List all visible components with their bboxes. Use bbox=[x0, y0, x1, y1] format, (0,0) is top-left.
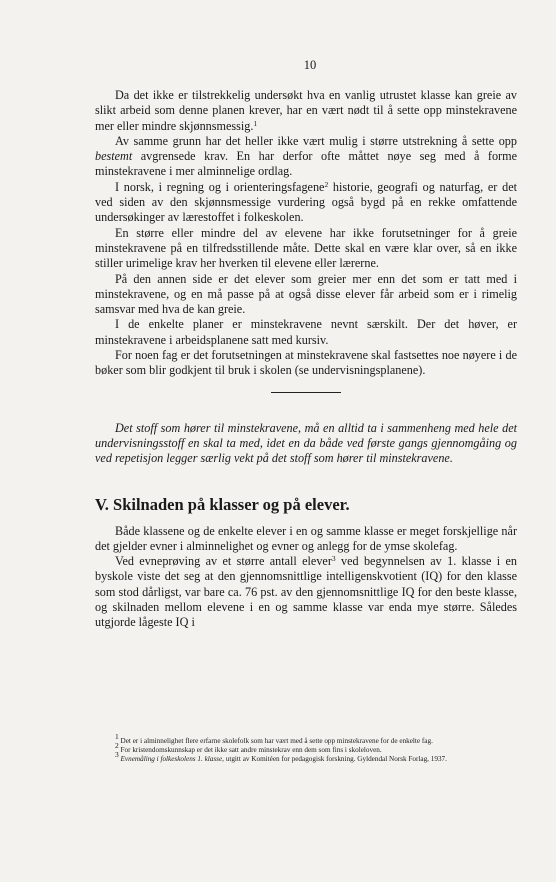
paragraph-text: historie, geografi og naturfag, er det ved siden av den skjønnsmessige vurdering også bygd på en rekke omfattende undersøkinger av lærestoffet i folkeskolen. bbox=[95, 179, 517, 225]
paragraph: Både klassene og de enkelte elever i en og samme klasse er meget forskjellige når det gjelder evner i alminnelighet og evner og anlegg for de ymse skolefag. bbox=[95, 523, 517, 553]
paragraph-text: Da det ikke er tilstrekkelig undersøkt hva en vanlig utrustet klasse kan greie av slikt arbeid som denne planen krever, har en vært nødt til å sette opp minstekravene mer eller mindre skjønnsmessig. bbox=[95, 88, 517, 133]
footnote-ref: 3 bbox=[331, 554, 336, 564]
page-content bbox=[95, 58, 517, 631]
paragraph-text: avgrensede krav. En har derfor ofte måttet nøye seg med å forme minstekravene i mer alminnelige ordlag. bbox=[95, 149, 517, 179]
body-text-top bbox=[95, 88, 517, 379]
paragraph-text: ved begynnelsen av 1. klasse i en byskole viste det seg at den gjennomsnittlige intelligenskvotient (IQ) for den klasse som stod dårligst, var bare ca. 76 pst. av den gjennomsnittlige IQ for den beste klasse, og skilnaden mellom elevene i en og samme klasse var enda mye større. Således utgjorde lågeste IQ i bbox=[95, 554, 517, 630]
footnote-text: For kristendomskunnskap er det ikke satt andre minstekrav enn dem som fins i skoleloven. bbox=[118, 746, 382, 754]
paragraph-text: Av samme grunn har det heller ikke vært mulig i større utstrekning å sette opp bbox=[115, 133, 517, 148]
footnote-text: utgitt av Komitéen for pedagogisk forskning. Gyldendal Norsk Forlag, 1937. bbox=[223, 755, 447, 763]
footnote-text: Det er i alminnelighet flere erfarne skolefolk som har vært med å sette opp minstekravene for de enkelte fag. bbox=[118, 737, 433, 745]
paragraph: I de enkelte planer er minstekravene nevnt særskilt. Der det høver, er minstekravene i arbeidsplanene satt med kursiv. bbox=[95, 317, 517, 347]
footnote-number: 1 bbox=[115, 732, 119, 741]
paragraph: For noen fag er det forutsetningen at minstekravene skal fastsettes noe nøyere i de bøker som blir godkjent til bruk i skolen (se undervisningsplanene). bbox=[95, 348, 517, 378]
italic-note bbox=[95, 421, 517, 467]
emphasis-text: bestemt bbox=[95, 149, 133, 164]
paragraph bbox=[95, 180, 517, 226]
footnote bbox=[95, 732, 517, 746]
paragraph bbox=[95, 134, 517, 180]
body-text-bottom bbox=[95, 524, 517, 631]
paragraph-text: I norsk, i regning og i orienteringsfagene bbox=[115, 179, 325, 194]
footnote-ref: 2 bbox=[324, 179, 329, 189]
section-divider bbox=[271, 392, 341, 393]
footnote-title: Evnemåling i folkeskolens 1. klasse, bbox=[118, 755, 224, 763]
italic-paragraph: Det stoff som hører til minstekravene, må en alltid ta i sammenheng med hele det undervisningsstoff en skal ta med, idet en da både ved første gangs gjennomgåing og ved repetisjon legger særlig vekt på det stoff som hører til minstekravene. bbox=[95, 420, 517, 466]
footnote-number: 3 bbox=[115, 750, 119, 759]
paragraph-text: Ved evneprøving av et større antall elever bbox=[115, 554, 332, 569]
section-heading: V. Skilnaden på klasser og på elever. bbox=[95, 494, 350, 514]
paragraph bbox=[95, 88, 517, 134]
paragraph: En større eller mindre del av elevene har ikke forutsetninger for å greie minstekravene på en tilfredsstillende måte. Dette skal en være klar over, så en ikke stiller urimelige krav her hverken til elevene eller lærerne. bbox=[95, 225, 517, 271]
footnotes bbox=[95, 732, 517, 764]
paragraph: På den annen side er det elever som greier mer enn det som er tatt med i minstekravene, og en må passe på at også disse elever får arbeid som er i rimelig samsvar med hva de kan greie. bbox=[95, 271, 517, 317]
paragraph bbox=[95, 554, 517, 630]
page-number: 10 bbox=[303, 58, 317, 72]
footnote-ref: 1 bbox=[253, 118, 258, 128]
footnote-number: 2 bbox=[115, 741, 119, 750]
